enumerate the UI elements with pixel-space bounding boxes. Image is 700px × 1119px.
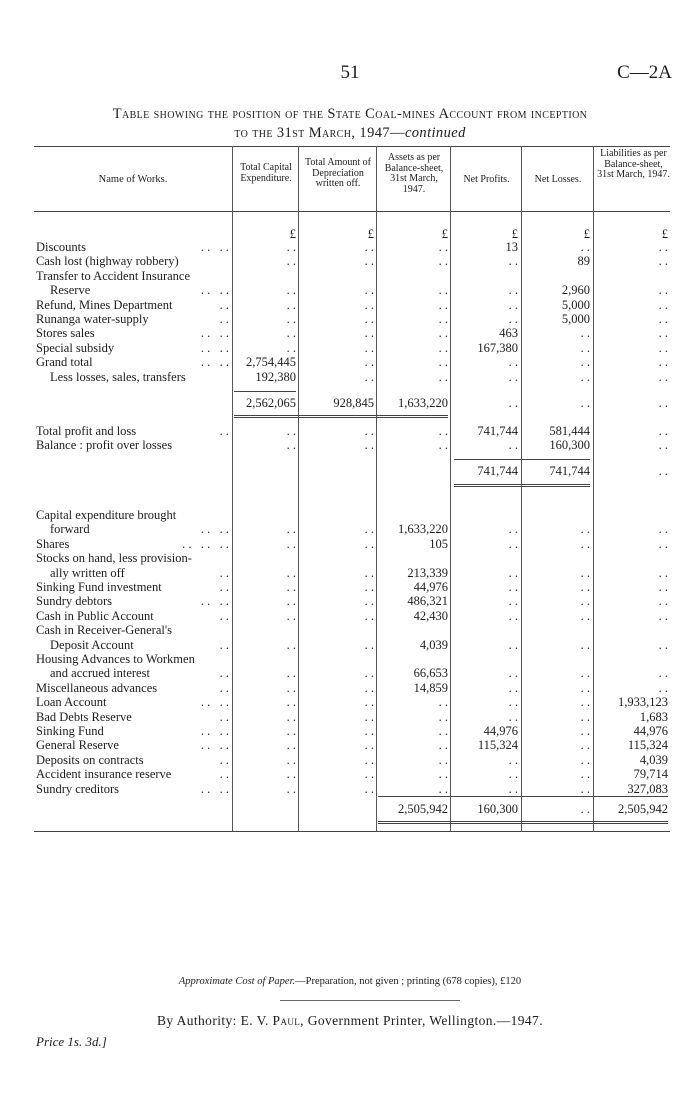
row-cell: . . <box>286 340 296 355</box>
row-cell: . . <box>364 424 374 438</box>
row-cell: . . <box>580 522 590 537</box>
row-cell: . . <box>286 738 296 753</box>
row-cell: . . <box>364 781 374 796</box>
subtotal-cell: 160,300 <box>477 802 518 816</box>
table-top-rule <box>34 146 670 147</box>
row-cell: . . <box>658 355 668 370</box>
row-cell: . . <box>438 438 448 453</box>
row-cell: . . <box>286 438 296 453</box>
subtotal-cell: 741,744 <box>477 464 518 478</box>
subtotal-cell: 741,744 <box>549 464 590 478</box>
row-label: Housing Advances to Workmen <box>36 652 195 666</box>
row-cell: . . <box>580 594 590 609</box>
leader-dots: . . <box>210 565 229 580</box>
leader-dots-cell <box>0 754 229 767</box>
page-number: 51 <box>340 62 360 83</box>
column-header-net-losses: Net Losses. <box>534 174 582 185</box>
row-cell: . . <box>438 695 448 710</box>
row-cell: . . <box>658 297 668 312</box>
row-label: Cash in Receiver-General's <box>36 623 172 638</box>
row-cell: . . <box>286 240 296 254</box>
column-header-total-capital: Total Capital Expenditure. <box>240 162 292 184</box>
subtotal-cell: . . <box>508 396 518 410</box>
row-cell: 44,976 <box>483 724 518 738</box>
leader-dots-cell <box>0 783 229 796</box>
title-date: to the 31st March, 1947— <box>234 125 405 141</box>
leader-dots: . . <box>210 680 229 695</box>
row-cell: . . <box>286 608 296 623</box>
row-cell: 14,859 <box>413 680 448 695</box>
column-divider <box>593 146 594 831</box>
row-cell: . . <box>364 565 374 580</box>
row-label: Bad Debts Reserve <box>36 709 132 724</box>
leader-dots-cell <box>0 299 229 312</box>
authority-by: By Authority: <box>157 1013 237 1028</box>
row-cell: 160,300 <box>549 438 590 453</box>
row-cell: . . <box>286 666 296 681</box>
row-cell: . . <box>580 565 590 580</box>
currency-symbol: £ <box>511 227 518 241</box>
row-cell: . . <box>580 724 590 738</box>
subtotal-cell: . . <box>580 802 590 816</box>
row-cell: . . <box>508 355 518 370</box>
leader-dots: . . <box>210 709 229 724</box>
row-cell: . . <box>580 240 590 254</box>
column-header-name: Name of Works. <box>98 174 168 185</box>
row-cell: . . <box>364 680 374 695</box>
row-cell: . . <box>508 752 518 767</box>
row-cell: . . <box>508 767 518 782</box>
row-cell: 2,754,445 <box>246 355 296 370</box>
leader-dots-cell <box>0 725 229 738</box>
row-cell: . . <box>364 340 374 355</box>
currency-symbol: £ <box>441 227 448 241</box>
row-cell: 167,380 <box>477 340 518 355</box>
row-label: Stocks on hand, less provision- <box>36 551 192 566</box>
row-cell: 115,324 <box>627 738 668 753</box>
leader-dots-cell <box>0 739 229 752</box>
row-cell: . . <box>364 283 374 298</box>
row-cell: . . <box>508 297 518 312</box>
row-cell: 79,714 <box>633 767 668 782</box>
row-cell: . . <box>286 594 296 609</box>
row-cell: . . <box>364 355 374 370</box>
leader-dots-cell <box>0 639 229 652</box>
leader-dots: . . . . <box>191 326 229 341</box>
row-label: Discounts <box>36 240 86 254</box>
leader-dots: . . . . <box>191 781 229 796</box>
row-cell: 44,976 <box>413 580 448 594</box>
subtotal-cell: 2,505,942 <box>398 802 448 816</box>
row-cell: . . <box>580 580 590 594</box>
subtotal-cell: 1,633,220 <box>398 396 448 410</box>
leader-dots: . . <box>210 312 229 326</box>
subtotal-cell: . . <box>658 396 668 410</box>
row-label: Sinking Fund <box>36 724 104 738</box>
row-cell: . . <box>508 312 518 326</box>
row-cell: . . <box>580 369 590 384</box>
row-cell: . . <box>438 340 448 355</box>
column-header-liabilities: Liabilities as per Balance-sheet, 31st March, 1947. <box>597 148 670 180</box>
row-cell: . . <box>508 580 518 594</box>
row-cell: . . <box>286 312 296 326</box>
column-divider <box>376 146 377 831</box>
row-cell: . . <box>580 536 590 551</box>
row-cell: . . <box>508 781 518 796</box>
row-cell: 4,039 <box>419 637 448 652</box>
row-cell: 115,324 <box>477 738 518 753</box>
leader-dots-cell <box>0 567 229 580</box>
row-cell: 486,321 <box>407 594 448 609</box>
column-divider <box>450 146 451 831</box>
row-label: Deposits on contracts <box>36 752 144 767</box>
row-cell: . . <box>364 724 374 738</box>
table-title-line-2 <box>30 124 670 143</box>
row-cell: . . <box>508 536 518 551</box>
authority-name: E. V. Paul, <box>240 1013 304 1028</box>
row-cell: . . <box>658 594 668 609</box>
subtotal-cell: 2,562,065 <box>246 396 296 410</box>
row-cell: . . <box>438 283 448 298</box>
double-rule <box>378 821 668 824</box>
row-label: ally written off <box>50 565 125 580</box>
row-cell: 1,683 <box>639 709 668 724</box>
row-cell: . . <box>364 536 374 551</box>
row-cell: . . <box>508 254 518 269</box>
row-cell: 1,933,123 <box>618 695 668 710</box>
row-label: Sundry creditors <box>36 781 119 796</box>
row-label: Stores sales <box>36 326 95 341</box>
leader-dots-cell <box>0 313 229 326</box>
row-cell: . . <box>364 637 374 652</box>
leader-dots: . . . . <box>191 594 229 609</box>
sum-rule <box>234 391 296 392</box>
printer-authority <box>0 1013 700 1029</box>
currency-symbol: £ <box>661 227 668 241</box>
row-cell: . . <box>658 580 668 594</box>
row-cell: . . <box>364 695 374 710</box>
sum-rule <box>454 459 590 460</box>
row-cell: . . <box>364 438 374 453</box>
leader-dots: . . . . <box>191 283 229 298</box>
row-cell: . . <box>364 326 374 341</box>
leader-dots: . . . . <box>191 340 229 355</box>
row-label: Miscellaneous advances <box>36 680 158 695</box>
row-label: Sundry debtors <box>36 594 113 609</box>
row-cell: . . <box>438 752 448 767</box>
row-cell: . . <box>580 695 590 710</box>
leader-dots-cell <box>0 241 229 254</box>
row-label: General Reserve <box>36 738 119 753</box>
row-cell: . . <box>364 594 374 609</box>
leader-dots-cell <box>0 667 229 680</box>
table-title-line-1: Table showing the position of the State Coal-mines Account from inception <box>112 106 588 122</box>
column-divider <box>232 146 233 831</box>
double-rule <box>234 415 448 418</box>
leader-dots: . . <box>216 767 229 782</box>
row-cell: . . <box>438 781 448 796</box>
row-cell: . . <box>658 438 668 453</box>
row-cell: 44,976 <box>633 724 668 738</box>
row-cell: . . <box>438 424 448 438</box>
row-label: forward <box>50 522 90 537</box>
leader-dots: . . <box>210 608 229 623</box>
sum-rule <box>378 796 668 797</box>
row-cell: . . <box>658 424 668 438</box>
row-cell: . . <box>508 666 518 681</box>
row-label: Capital expenditure brought <box>36 508 177 522</box>
row-cell: . . <box>364 580 374 594</box>
row-cell: . . <box>286 752 296 767</box>
row-cell: . . <box>580 738 590 753</box>
row-label: Balance : profit over losses <box>36 438 173 453</box>
title-continued: continued <box>404 125 466 141</box>
row-cell: 66,653 <box>413 666 448 681</box>
leader-dots-cell <box>0 768 229 781</box>
row-cell: . . <box>438 297 448 312</box>
subtotal-cell: . . <box>658 464 668 478</box>
leader-dots-cell <box>0 696 229 709</box>
row-cell: 5,000 <box>561 312 590 326</box>
row-cell: . . <box>438 369 448 384</box>
leader-dots-cell <box>0 342 229 355</box>
leader-dots-cell <box>0 523 229 536</box>
leader-dots-cell <box>0 284 229 297</box>
row-cell: . . <box>364 254 374 269</box>
row-cell: 13 <box>505 240 518 254</box>
row-label: Accident insurance reserve <box>36 767 172 782</box>
leader-dots: . . <box>210 637 229 652</box>
row-cell: . . <box>364 608 374 623</box>
leader-dots: . . . . <box>191 522 229 537</box>
row-cell: . . <box>438 724 448 738</box>
row-cell: 741,744 <box>477 424 518 438</box>
row-cell: . . <box>658 326 668 341</box>
row-cell: . . <box>286 637 296 652</box>
row-cell: . . <box>508 369 518 384</box>
price: Price 1s. 3d.] <box>36 1034 107 1049</box>
row-cell: . . <box>438 355 448 370</box>
cost-label: Approximate Cost of Paper. <box>178 976 296 987</box>
row-cell: 5,000 <box>561 297 590 312</box>
subtotal-cell: 928,845 <box>333 396 374 410</box>
row-cell: . . <box>658 565 668 580</box>
row-cell: 2,960 <box>561 283 590 298</box>
leader-dots-cell <box>0 538 229 551</box>
row-cell: . . <box>438 738 448 753</box>
row-cell: . . <box>364 709 374 724</box>
row-cell: 105 <box>429 536 448 551</box>
currency-symbol: £ <box>289 227 296 241</box>
row-label: Less losses, sales, transfers <box>50 369 186 384</box>
leader-dots-cell <box>0 327 229 340</box>
row-label: Total profit and loss <box>36 424 137 438</box>
row-cell: . . <box>438 240 448 254</box>
row-label: Refund, Mines Department <box>36 297 173 312</box>
leader-dots-cell <box>0 711 229 724</box>
column-divider <box>521 146 522 831</box>
row-cell: . . <box>658 283 668 298</box>
row-cell: . . <box>364 297 374 312</box>
leader-dots: . . <box>210 666 229 681</box>
row-cell: . . <box>580 781 590 796</box>
row-cell: 42,430 <box>413 608 448 623</box>
column-divider <box>298 146 299 831</box>
leader-dots: . . . . <box>191 355 229 370</box>
row-cell: . . <box>508 695 518 710</box>
row-cell: . . <box>364 666 374 681</box>
row-cell: . . <box>658 536 668 551</box>
row-label: Sinking Fund investment <box>36 580 162 594</box>
row-cell: . . <box>286 580 296 594</box>
leader-dots: . . . . <box>191 240 229 254</box>
double-rule <box>454 484 590 487</box>
row-cell: 89 <box>577 254 590 269</box>
row-label: Grand total <box>36 355 93 370</box>
row-cell: . . <box>658 522 668 537</box>
leader-dots: . . <box>210 424 229 438</box>
row-cell: . . <box>658 340 668 355</box>
column-header-depreciation: Total Amount of Depreciation written off. <box>305 157 371 189</box>
row-cell: . . <box>658 608 668 623</box>
row-cell: . . <box>286 283 296 298</box>
row-cell: . . <box>508 680 518 695</box>
leader-dots-cell <box>0 682 229 695</box>
row-cell: . . <box>658 680 668 695</box>
row-cell: . . <box>286 680 296 695</box>
row-label: Cash in Public Account <box>36 608 154 623</box>
leader-dots: . . . . . . <box>172 536 229 551</box>
row-cell: . . <box>508 438 518 453</box>
row-cell: . . <box>364 312 374 326</box>
row-label: Shares <box>36 536 70 551</box>
row-cell: . . <box>580 326 590 341</box>
row-cell: . . <box>286 522 296 537</box>
row-cell: . . <box>508 565 518 580</box>
row-cell: 4,039 <box>639 752 668 767</box>
row-cell: . . <box>580 637 590 652</box>
row-cell: . . <box>580 666 590 681</box>
row-label: Transfer to Accident Insurance <box>36 268 191 283</box>
leader-dots-cell <box>0 425 229 438</box>
leader-dots-cell <box>0 610 229 623</box>
row-cell: . . <box>364 369 374 384</box>
row-cell: . . <box>658 240 668 254</box>
row-cell: . . <box>364 767 374 782</box>
row-cell: 581,444 <box>549 424 590 438</box>
row-cell: 192,380 <box>255 369 296 384</box>
row-cell: 213,339 <box>407 565 448 580</box>
header-bottom-rule <box>34 211 670 212</box>
row-cell: . . <box>286 424 296 438</box>
row-cell: . . <box>286 724 296 738</box>
row-cell: . . <box>580 608 590 623</box>
row-cell: . . <box>286 695 296 710</box>
row-label: Cash lost (highway robbery) <box>36 254 179 269</box>
row-cell: . . <box>580 340 590 355</box>
row-cell: . . <box>286 254 296 269</box>
row-cell: . . <box>580 752 590 767</box>
row-cell: 1,633,220 <box>398 522 448 537</box>
row-cell: . . <box>438 254 448 269</box>
row-label: Runanga water-supply <box>36 312 149 326</box>
row-cell: 327,083 <box>627 781 668 796</box>
row-cell: . . <box>438 312 448 326</box>
cost-note <box>0 976 700 987</box>
row-cell: . . <box>286 326 296 341</box>
row-cell: . . <box>364 522 374 537</box>
row-label: and accrued interest <box>50 666 150 681</box>
row-cell: . . <box>438 326 448 341</box>
row-cell: . . <box>658 369 668 384</box>
footer-rule <box>280 1000 460 1001</box>
row-cell: . . <box>438 709 448 724</box>
subtotal-cell: 2,505,942 <box>618 802 668 816</box>
leader-dots-cell <box>0 581 229 594</box>
row-label: Reserve <box>50 283 91 298</box>
row-cell: . . <box>508 709 518 724</box>
currency-symbol: £ <box>367 227 374 241</box>
row-cell: . . <box>364 738 374 753</box>
authority-rest: Government Printer, Wellington.—1947. <box>307 1013 543 1028</box>
table-bottom-rule <box>34 831 670 832</box>
row-cell: . . <box>364 240 374 254</box>
row-cell: . . <box>364 752 374 767</box>
leader-dots-cell <box>0 595 229 608</box>
row-cell: . . <box>658 312 668 326</box>
subtotal-cell: . . <box>580 396 590 410</box>
leader-dots-cell <box>0 356 229 369</box>
row-cell: . . <box>286 565 296 580</box>
row-cell: . . <box>508 608 518 623</box>
column-header-net-profits: Net Profits. <box>463 174 510 185</box>
leader-dots: . . <box>216 297 229 312</box>
leader-dots: . . <box>210 752 229 767</box>
row-cell: . . <box>658 637 668 652</box>
row-cell: . . <box>508 522 518 537</box>
row-cell: . . <box>580 709 590 724</box>
row-cell: . . <box>438 767 448 782</box>
row-cell: . . <box>508 637 518 652</box>
row-cell: . . <box>580 680 590 695</box>
document-reference: C—2A <box>617 62 672 83</box>
row-label: Special subsidy <box>36 340 115 355</box>
row-cell: . . <box>580 767 590 782</box>
cost-text: —Preparation, not given ; printing (678 copies), £120 <box>295 976 522 987</box>
currency-symbol: £ <box>583 227 590 241</box>
row-cell: . . <box>658 666 668 681</box>
row-cell: . . <box>286 297 296 312</box>
row-cell: . . <box>286 536 296 551</box>
row-label: Deposit Account <box>50 637 134 652</box>
row-cell: . . <box>286 767 296 782</box>
row-cell: . . <box>286 781 296 796</box>
leader-dots: . . . . <box>191 738 229 753</box>
row-cell: . . <box>286 709 296 724</box>
row-cell: 463 <box>499 326 518 341</box>
row-cell: . . <box>658 254 668 269</box>
row-label: Loan Account <box>36 695 107 710</box>
row-cell: . . <box>580 355 590 370</box>
leader-dots: . . <box>210 580 229 594</box>
column-header-assets: Assets as per Balance-sheet, 31st March, 1947. <box>384 152 444 195</box>
leader-dots: . . . . <box>191 695 229 710</box>
leader-dots: . . . . <box>191 724 229 738</box>
row-cell: . . <box>508 283 518 298</box>
row-cell: . . <box>508 594 518 609</box>
